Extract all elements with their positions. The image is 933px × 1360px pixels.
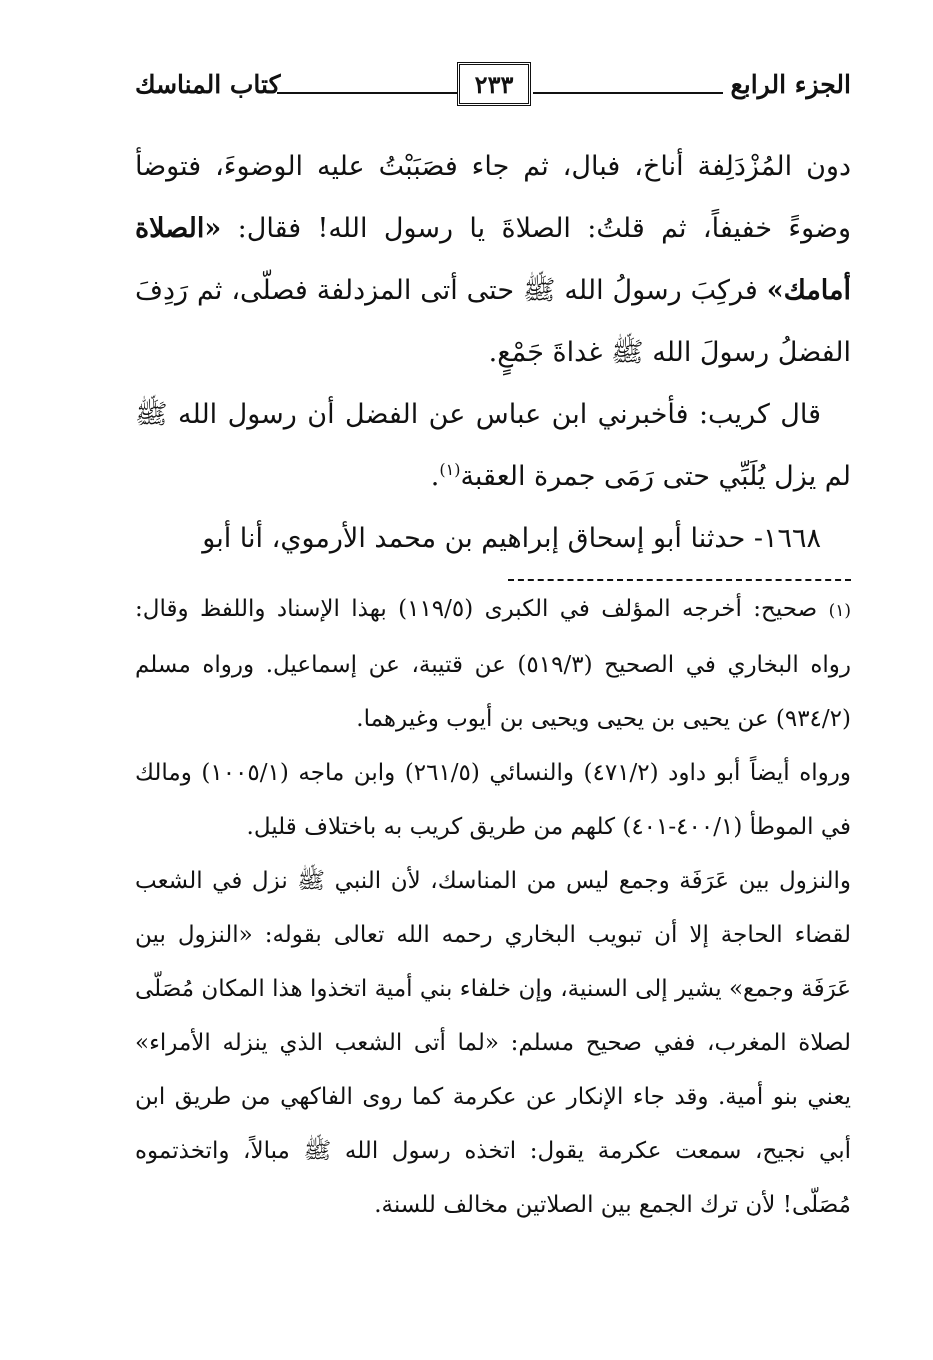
quote-bold: «الصلاة أمامك» — [135, 213, 851, 306]
book-title: كتاب المناسك — [135, 70, 281, 99]
footnote-1 — [135, 582, 851, 746]
main-text — [135, 136, 851, 570]
volume-title: الجزء الرابع — [730, 70, 851, 99]
footnotes — [135, 582, 851, 1232]
page-number: ٢٣٣ — [474, 69, 514, 99]
hadith-number-line: ١٦٦٨- حدثنا أبو إسحاق إبراهيم بن محمد الأرموي، أنا أبو — [202, 523, 821, 554]
footnote-1-text: صحيح: أخرجه المؤلف في الكبرى (١١٩/٥) بهذا الإسناد واللفظ وقال: رواه البخاري في الصحيح (٥١٩/٣) عن قتيبة، عن إسماعيل. ورواه مسلم (٩٣٤/٢) عن يحيى بن يحيى ويحيى بن أيوب وغيرهما. — [135, 596, 851, 732]
footnote-3: والنزول بين عَرَفَة وجمع ليس من المناسك، لأن النبي ﷺ نزل في الشعب لقضاء الحاجة إلا أن تبويب البخاري رحمه الله تعالى بقوله: «النزول بين عَرَفَة وجمع» يشير إلى السنية، وإن خلفاء بني أمية اتخذوا هذا المكان مُصَلّى لصلاة المغرب، ففي صحيح مسلم: «لما أتى الشعب الذي ينزله الأمراء» يعني بنو أمية. وقد جاء الإنكار عن عكرمة كما روى الفاكهي من طريق ابن أبي نجيح، سمعت عكرمة يقول: اتخذه رسول الله ﷺ مبالاً، واتخذتموه مُصَلّى! لأن ترك الجمع بين الصلاتين مخالف للسنة. — [135, 868, 851, 1218]
footnote-ref: (١) — [439, 460, 461, 479]
page-header — [135, 62, 851, 118]
paragraph-2 — [135, 384, 851, 508]
header-rule-left — [277, 92, 457, 94]
footnote-marker: (١) — [828, 601, 852, 621]
page-number-box — [457, 62, 531, 106]
header-rule-right — [533, 92, 723, 94]
paragraph-2-text: قال كريب: فأخبرني ابن عباس عن الفضل أن رسول الله ﷺ لم يزل يُلَبِّي حتى رَمَى جمرة العقبة — [135, 399, 851, 492]
paragraph-1-rest: فركِبَ رسولُ الله ﷺ حتى أتى المزدلفة فصلّى، ثم رَدِفَ الفضلُ رسولَ الله ﷺ غداةَ جَمْعٍ. — [135, 275, 851, 368]
paragraph-1-text: دون المُزْدَلِفة أناخ، فبال، ثم جاء فصَبَبْتُ عليه الوضوءَ، فتوضأ وضوءً خفيفاً، ثم قلتُ: الصلاةَ يا رسول الله! فقال: — [135, 151, 851, 244]
paragraph-2-end: . — [430, 461, 440, 492]
paragraph-1 — [135, 136, 851, 384]
footnote-separator — [508, 579, 851, 581]
footnote-2: ورواه أيضاً أبو داود (٤٧١/٢) والنسائي (٢٦١/٥) وابن ماجه (١٠٠٥/١) ومالك في الموطأ (٤٠٠/١-٤٠١) كلهم من طريق كريب به باختلاف قليل. — [135, 760, 851, 840]
